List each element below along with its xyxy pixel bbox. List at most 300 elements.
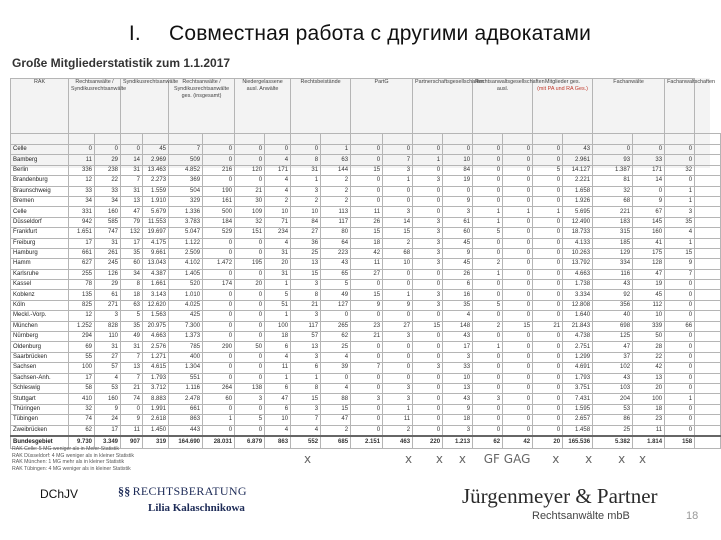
table-row <box>11 207 721 217</box>
table-cell: 238 <box>95 165 121 175</box>
table-cell: 20 <box>235 280 265 290</box>
table-cell: 27 <box>351 269 383 279</box>
table-cell: 6 <box>265 342 291 352</box>
page-number: 18 <box>686 510 699 522</box>
table-cell: 0 <box>503 176 533 186</box>
table-cell: 3 <box>383 165 413 175</box>
table-cell: 0 <box>503 332 533 342</box>
table-cell: 21 <box>235 186 265 196</box>
table-cell: 4 <box>265 186 291 196</box>
table-cell: 8 <box>121 280 143 290</box>
table-cell: 18 <box>351 238 383 248</box>
table-cell: 10 <box>383 259 413 269</box>
table-cell: 0 <box>473 238 503 248</box>
table-cell: 0 <box>383 269 413 279</box>
table-cell: 7 <box>291 415 321 425</box>
table-cell: 2.273 <box>143 176 169 186</box>
presenter-name: Lilia Kalaschnikowa <box>148 502 245 514</box>
table-cell: 126 <box>95 269 121 279</box>
table-cell: 1.010 <box>169 290 203 300</box>
table-cell: 11 <box>69 155 95 165</box>
table-cell: 0 <box>235 363 265 373</box>
table-cell: 0 <box>203 363 235 373</box>
table-cell: 2.576 <box>143 342 169 352</box>
table-cell: 195 <box>235 259 265 269</box>
table-cell: 504 <box>169 186 203 196</box>
table-cell: 3.712 <box>143 383 169 393</box>
subheader-cell <box>265 134 291 145</box>
table-cell: 2.509 <box>169 248 203 258</box>
table-cell: 500 <box>203 207 235 217</box>
subheader-cell <box>593 134 633 145</box>
subheader-cell <box>473 134 503 145</box>
table-cell: 0 <box>443 186 473 196</box>
table-cell: 0 <box>235 311 265 321</box>
footer-org-label: DChJV <box>40 487 79 501</box>
table-cell: 14 <box>633 176 665 186</box>
table-cell: 3 <box>413 259 443 269</box>
table-cell: 64 <box>321 238 351 248</box>
table-cell: 35 <box>121 248 143 258</box>
table-cell: 13 <box>633 373 665 383</box>
chamber-name: Nürnberg <box>11 332 69 342</box>
table-cell: 18.733 <box>563 228 593 238</box>
chamber-name: Braunschweig <box>11 186 69 196</box>
table-cell: 234 <box>265 228 291 238</box>
header-cell: Rechtsanwälte / Syndikusrechtsanwälte ges. (insgesamt) <box>169 79 235 134</box>
table-cell: 661 <box>169 404 203 414</box>
table-cell: 13 <box>121 196 143 206</box>
table-cell: 32 <box>593 186 633 196</box>
chamber-name: Celle <box>11 145 69 155</box>
table-cell: 37 <box>593 352 633 362</box>
table-cell: 0 <box>665 425 695 436</box>
table-cell: 0 <box>503 363 533 373</box>
table-cell: 14.127 <box>563 165 593 175</box>
table-cell: 0 <box>351 342 383 352</box>
table-cell: 18 <box>443 415 473 425</box>
table-cell: 0 <box>413 269 443 279</box>
table-cell: 0 <box>413 165 443 175</box>
table-cell: 0 <box>351 373 383 383</box>
table-cell: 0 <box>503 238 533 248</box>
table-cell: 4 <box>95 373 121 383</box>
table-cell: 4 <box>265 352 291 362</box>
table-cell: 1 <box>265 373 291 383</box>
table-cell: 0 <box>203 290 235 300</box>
table-cell: 34 <box>121 269 143 279</box>
table-cell: 463 <box>383 436 413 449</box>
table-cell <box>695 290 721 300</box>
mark: x <box>404 452 413 466</box>
table-cell: 0 <box>203 145 235 155</box>
table-cell: 74 <box>69 415 95 425</box>
table-cell: 47 <box>265 394 291 404</box>
footnote: RAK Tübingen: 4 MG weniger als in kleiner Statistik <box>12 465 131 472</box>
table-cell: 0 <box>533 155 563 165</box>
table-cell: 0 <box>203 332 235 342</box>
table-cell: 61 <box>443 217 473 227</box>
table-cell: 0 <box>351 311 383 321</box>
table-cell: 20 <box>633 383 665 393</box>
table-cell: 6 <box>443 280 473 290</box>
chamber-name: Tübingen <box>11 415 69 425</box>
table-cell: 0 <box>383 373 413 383</box>
table-cell: 0 <box>665 176 695 186</box>
chamber-name: Oldenburg <box>11 342 69 352</box>
table-cell: 42 <box>503 436 533 449</box>
table-row <box>11 394 721 404</box>
table-cell: 28 <box>633 342 665 352</box>
table-row <box>11 259 721 269</box>
table-cell: 1.910 <box>143 196 169 206</box>
table-cell: 2 <box>321 176 351 186</box>
table-cell: 0 <box>533 332 563 342</box>
table-cell: 0 <box>383 311 413 321</box>
table-cell: 50 <box>633 332 665 342</box>
table-cell: 3.143 <box>143 290 169 300</box>
table-cell: 78 <box>69 280 95 290</box>
table-cell: 0 <box>665 290 695 300</box>
table-cell: 0 <box>235 321 265 331</box>
table-cell: 1 <box>533 207 563 217</box>
table-cell: 161 <box>203 196 235 206</box>
table-cell: 0 <box>473 404 503 414</box>
table-cell: 220 <box>413 436 443 449</box>
table-cell: 0 <box>351 280 383 290</box>
table-cell: 0 <box>533 280 563 290</box>
table-row <box>11 196 721 206</box>
subheader-cell <box>383 134 413 145</box>
table-cell: 0 <box>533 352 563 362</box>
table-cell: 15 <box>351 290 383 300</box>
table-cell: 43 <box>443 394 473 404</box>
chamber-name: Sachsen <box>11 363 69 373</box>
table-cell: 4.133 <box>563 238 593 248</box>
table-cell: 21 <box>121 383 143 393</box>
table-cell: 18 <box>633 404 665 414</box>
table-cell: 0 <box>473 196 503 206</box>
table-cell: 0 <box>503 155 533 165</box>
table-row <box>11 238 721 248</box>
table-cell <box>695 217 721 227</box>
header-cell: Niedergelassene ausl. Anwälte <box>235 79 291 134</box>
table-cell: 0 <box>665 311 695 321</box>
table-cell: 0 <box>533 196 563 206</box>
table-cell: 0 <box>203 352 235 362</box>
table-cell: 29 <box>95 280 121 290</box>
table-cell: 0 <box>265 145 291 155</box>
table-cell: 10 <box>443 373 473 383</box>
table-cell: 26 <box>351 217 383 227</box>
table-cell: 100 <box>633 394 665 404</box>
table-cell: 0 <box>235 176 265 186</box>
table-cell: 698 <box>593 321 633 331</box>
table-cell: 33 <box>633 155 665 165</box>
table-cell: 15 <box>351 228 383 238</box>
table-cell: 1 <box>383 176 413 186</box>
table-cell: 0 <box>235 238 265 248</box>
table-cell: 45 <box>443 238 473 248</box>
table-cell: 39 <box>321 363 351 373</box>
table-cell: 2.751 <box>563 342 593 352</box>
table-cell: 148 <box>443 321 473 331</box>
table-cell: 0 <box>443 145 473 155</box>
table-cell: 3 <box>413 176 443 186</box>
table-cell: 13.792 <box>563 259 593 269</box>
table-cell: 57 <box>95 363 121 373</box>
table-cell: 0 <box>413 332 443 342</box>
table-cell: 0 <box>473 165 503 175</box>
table-cell: 3 <box>291 352 321 362</box>
table-row <box>11 415 721 425</box>
table-cell: 6 <box>291 363 321 373</box>
table-cell: 1.651 <box>69 228 95 238</box>
table-cell: 1.658 <box>563 186 593 196</box>
table-cell: 185 <box>593 238 633 248</box>
table-cell: 43 <box>593 280 633 290</box>
subheader-cell <box>633 134 665 145</box>
table-cell: 0 <box>633 145 665 155</box>
table-cell: 5 <box>235 415 265 425</box>
table-cell: 10 <box>265 207 291 217</box>
table-cell: 116 <box>593 269 633 279</box>
table-cell: 443 <box>169 425 203 436</box>
table-cell: 164.690 <box>169 436 203 449</box>
table-cell: 110 <box>95 332 121 342</box>
table-cell: 261 <box>95 248 121 258</box>
table-cell: 42 <box>351 248 383 258</box>
table-cell: 0 <box>533 176 563 186</box>
table-cell: 4.175 <box>143 238 169 248</box>
table-cell: 62 <box>321 332 351 342</box>
table-cell: 14 <box>383 217 413 227</box>
table-cell: 120 <box>235 165 265 175</box>
table-cell: 0 <box>203 311 235 321</box>
table-cell: 93 <box>593 155 633 165</box>
mark: x <box>618 452 626 466</box>
table-cell: 3 <box>291 311 321 321</box>
table-cell: 2.961 <box>563 155 593 165</box>
table-row <box>11 145 721 155</box>
table-cell: 0 <box>351 145 383 155</box>
table-cell: 3 <box>413 228 443 238</box>
table-cell: 68 <box>593 196 633 206</box>
table-cell: 103 <box>593 383 633 393</box>
chamber-name: Karlsruhe <box>11 269 69 279</box>
table-row <box>11 404 721 414</box>
chamber-name: Kassel <box>11 280 69 290</box>
table-cell: 27 <box>383 321 413 331</box>
table-cell: 1 <box>291 373 321 383</box>
table-cell: 2 <box>321 196 351 206</box>
table-cell: 171 <box>633 165 665 175</box>
chamber-name: Saarbrücken <box>11 352 69 362</box>
table-cell: 369 <box>169 176 203 186</box>
table-cell: 1.991 <box>143 404 169 414</box>
table-cell: 21 <box>351 332 383 342</box>
table-cell: 223 <box>321 248 351 258</box>
table-cell: 7 <box>121 373 143 383</box>
table-cell: 1.213 <box>443 436 473 449</box>
table-cell: 58 <box>69 383 95 393</box>
table-cell: 1.926 <box>563 196 593 206</box>
table-cell: 0 <box>235 269 265 279</box>
table-cell <box>695 373 721 383</box>
table-cell: 221 <box>593 207 633 217</box>
table-cell: 863 <box>169 415 203 425</box>
table-cell: 4 <box>291 425 321 436</box>
table-cell: 17 <box>121 238 143 248</box>
table-cell: 47 <box>321 415 351 425</box>
table-cell: 11 <box>351 207 383 217</box>
table-cell: 0 <box>413 342 443 352</box>
chamber-name: Hamburg <box>11 248 69 258</box>
table-cell: 34 <box>95 196 121 206</box>
subheader-cell <box>121 134 143 145</box>
table-cell: 1.640 <box>563 311 593 321</box>
table-cell: 2 <box>291 196 321 206</box>
table-cell: 11 <box>383 415 413 425</box>
table-cell: 4 <box>265 155 291 165</box>
table-cell: 1.304 <box>169 363 203 373</box>
table-row <box>11 176 721 186</box>
table-cell <box>695 311 721 321</box>
table-cell: 334 <box>593 259 633 269</box>
table-cell: 62 <box>69 425 95 436</box>
table-cell: 1.387 <box>593 165 633 175</box>
table-cell: 551 <box>169 373 203 383</box>
table-cell: 60 <box>203 394 235 404</box>
slide-number: I. <box>128 22 141 45</box>
table-cell: 40 <box>593 311 633 321</box>
table-cell: 0 <box>321 311 351 321</box>
table-cell: 18 <box>265 332 291 342</box>
handwritten-note: GF GAG <box>483 452 531 466</box>
table-cell: 10 <box>291 207 321 217</box>
table-cell: 1.559 <box>143 186 169 196</box>
table-cell: 0 <box>235 155 265 165</box>
table-cell: 0 <box>503 300 533 310</box>
table-cell <box>695 186 721 196</box>
table-cell <box>695 259 721 269</box>
paragraph-logo-icon: §§ <box>118 484 131 498</box>
table-cell: 138 <box>235 383 265 393</box>
table-cell <box>695 383 721 393</box>
table-cell: 3 <box>413 248 443 258</box>
table-cell: 1.271 <box>143 352 169 362</box>
table-cell: 15 <box>291 394 321 404</box>
table-cell: 80 <box>321 228 351 238</box>
table-cell: 47 <box>593 342 633 352</box>
table-cell: 3 <box>383 383 413 393</box>
table-cell: 51 <box>265 300 291 310</box>
table-cell: 0 <box>665 342 695 352</box>
table-cell: 13 <box>291 259 321 269</box>
table-cell: 1.563 <box>143 311 169 321</box>
table-cell: 9 <box>665 259 695 269</box>
table-cell: 1.814 <box>633 436 665 449</box>
table-cell: 0 <box>665 415 695 425</box>
table-cell: 5 <box>265 290 291 300</box>
table-cell: 35 <box>121 321 143 331</box>
table-cell: 60 <box>443 228 473 238</box>
table-cell: 0 <box>473 280 503 290</box>
table-cell: 0 <box>533 383 563 393</box>
table-cell: 41 <box>633 238 665 248</box>
table-cell: 81 <box>593 176 633 186</box>
table-row <box>11 248 721 258</box>
table-cell: 31 <box>121 165 143 175</box>
table-cell: 4 <box>321 383 351 393</box>
table-cell: 0 <box>413 311 443 321</box>
table-cell: 828 <box>95 321 121 331</box>
table-cell: 63 <box>121 300 143 310</box>
table-cell: 21 <box>291 300 321 310</box>
table-cell: 23 <box>351 321 383 331</box>
table-cell: 0 <box>413 394 443 404</box>
table-cell: 0 <box>235 300 265 310</box>
table-cell: 0 <box>203 373 235 383</box>
table-cell: 0 <box>351 186 383 196</box>
table-cell: 12 <box>69 176 95 186</box>
table-cell: 0 <box>665 383 695 393</box>
table-cell: 5 <box>473 300 503 310</box>
subheader-cell <box>351 134 383 145</box>
table-cell: 0 <box>351 404 383 414</box>
table-cell: 2.969 <box>143 155 169 165</box>
table-cell: 7.431 <box>563 394 593 404</box>
table-cell: 0 <box>203 300 235 310</box>
table-cell: 4.663 <box>143 332 169 342</box>
table-cell: 271 <box>95 300 121 310</box>
table-cell: 3.349 <box>95 436 121 449</box>
chamber-name: Koblenz <box>11 290 69 300</box>
table-row <box>11 290 721 300</box>
table-cell: 84 <box>443 165 473 175</box>
table-cell: 265 <box>321 321 351 331</box>
table-cell: 2 <box>383 425 413 436</box>
table-cell: 1.336 <box>169 207 203 217</box>
table-cell: 3 <box>383 332 413 342</box>
table-cell: 17 <box>69 373 95 383</box>
table-cell: 0 <box>413 207 443 217</box>
table-cell: 0 <box>351 196 383 206</box>
table-cell: 3 <box>665 207 695 217</box>
statistics-table <box>10 78 721 449</box>
table-cell: 0 <box>473 415 503 425</box>
table-cell: 0 <box>203 155 235 165</box>
table-cell: 0 <box>413 404 443 414</box>
table-row <box>11 217 721 227</box>
table-cell: 1.373 <box>169 332 203 342</box>
table-cell: 127 <box>321 300 351 310</box>
table-cell: 425 <box>169 311 203 321</box>
table-cell: 1.122 <box>169 238 203 248</box>
table-cell: 15 <box>383 228 413 238</box>
footnote: RAK München: 1 MG mehr als in kleiner Statistik <box>12 459 125 466</box>
table-cell: 19.697 <box>143 228 169 238</box>
table-cell: 319 <box>143 436 169 449</box>
table-cell: 0 <box>533 394 563 404</box>
table-cell: 151 <box>235 228 265 238</box>
table-cell: 11 <box>265 363 291 373</box>
table-cell: 57 <box>291 332 321 342</box>
table-cell: 160 <box>95 394 121 404</box>
table-cell: 0 <box>235 425 265 436</box>
table-cell: 0 <box>473 186 503 196</box>
table-cell: 331 <box>69 207 95 217</box>
